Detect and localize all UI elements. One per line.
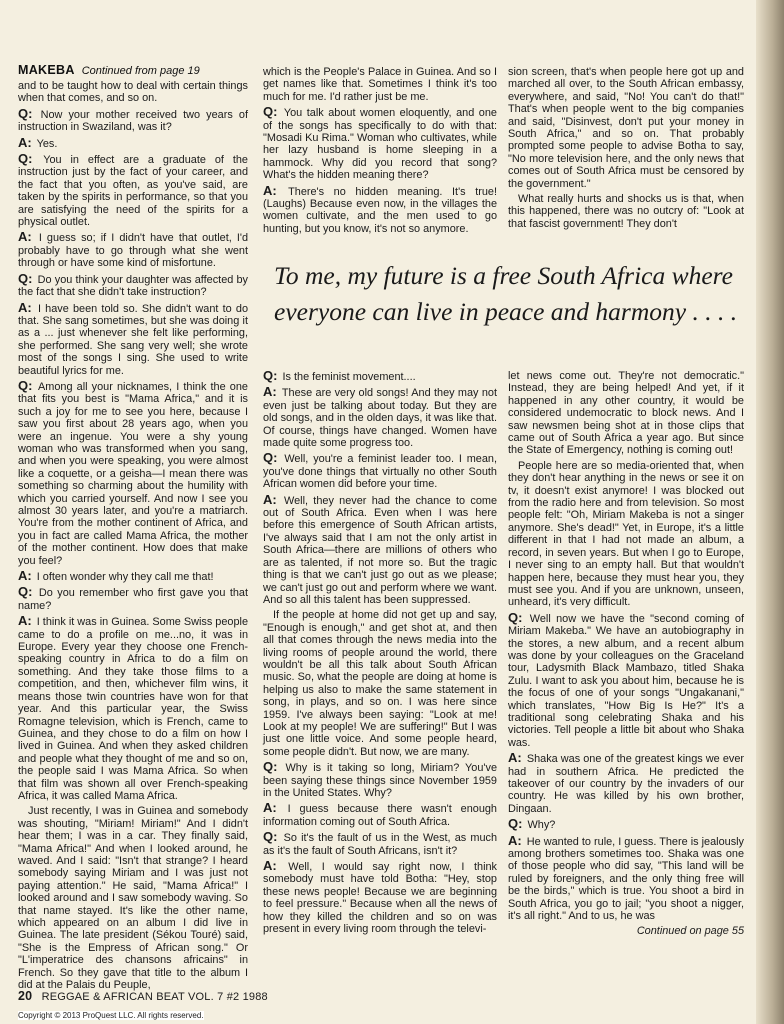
paragraph-text: I have been told so. She didn't want to do that. She sang sometimes, but she was doing it as a ... just whenever she felt like performing, she performed. She sang very well; she wrote most of the songs I sing. She used to write beautiful lyrics for me. xyxy=(18,302,249,377)
answer-marker: A: xyxy=(263,491,277,507)
paragraph-text: which is the People's Palace in Guinea. And so I get names like that. Sometimes I think it's too much for me. I'd rather just be me. xyxy=(263,66,497,103)
copyright-notice: Copyright © 2013 ProQuest LLC. All rights reserved. xyxy=(18,1011,204,1020)
paragraph-text: What really hurts and shocks us is that, when this happened, there was no outcry of: "Look at that fascist government! They don't xyxy=(508,193,744,230)
answer-paragraph xyxy=(263,182,497,236)
column-3-bottom-body xyxy=(508,370,744,922)
answer-paragraph xyxy=(18,134,248,150)
question-marker: Q: xyxy=(18,584,33,600)
answer-marker: A: xyxy=(508,832,522,848)
question-marker: Q: xyxy=(263,104,278,120)
answer-marker: A: xyxy=(263,858,277,874)
question-paragraph xyxy=(263,831,497,857)
paragraph-text: People here are so media-oriented that, when they don't hear anything in the news or see it on tv, it doesn't exist anymore! I was blocked out from the radio here and from television. So most people felt: "Oh, Miriam Makeba is not a singer anymore. She's dead!" Yet, in Europe, it's a little different in that I had not made an album, a record, in seven years. But when I go to Europe, I never sing to an empty hall. But that wouldn't happen here, because they must hear you, they must see you. And if you are unknown, unseen, unheard, it's very difficult. xyxy=(508,459,744,609)
page-spine-shadow xyxy=(756,0,784,1024)
paragraph-text: He wanted to rule, I guess. There is jealously among brothers sometimes too. Shaka was one of those people who did say, "This land will be ruled by foreigners, and the only thing free will be the birds," which is true. You shoot a bird in South Africa, you go to jail; "you shoot a nigger, it's all right." And to us, he was xyxy=(508,835,744,923)
answer-paragraph xyxy=(18,231,248,269)
question-marker: Q: xyxy=(18,105,33,121)
paragraph-text: You in effect are a graduate of the instruction just by the fact of your career, and the fact that you often, as you've said, are taken by the spirits in performance, so that you are satisfying the need of the spirits for a physical outlet. xyxy=(18,154,248,229)
paragraph-text: Now your mother received two years of instruction in Swaziland, was it? xyxy=(18,108,248,134)
header-brand: MAKEBA xyxy=(18,63,75,77)
paragraph-text: There's no hidden meaning. It's true! (Laughs) Because even now, in the villages the women cultivate, and the men used to go hunting, but you know, it's not so anymore. xyxy=(263,185,497,235)
paragraph-text: I guess so; if I didn't have that outlet, I'd probably have to go through what she went through or have some kind of misfortune. xyxy=(18,232,248,270)
answer-marker: A: xyxy=(263,800,277,816)
body-paragraph xyxy=(508,66,744,190)
answer-paragraph xyxy=(18,299,249,377)
paragraph-text: I often wonder why they call me that! xyxy=(36,571,214,584)
question-paragraph xyxy=(263,452,497,490)
question-marker: Q: xyxy=(263,829,278,845)
body-paragraph xyxy=(263,66,497,103)
answer-paragraph xyxy=(18,615,248,802)
pull-quote: To me, my future is a free South Africa where everyone can live in peace and harmony . . . . xyxy=(274,261,738,326)
continued-on-label: Continued on page 55 xyxy=(636,925,744,938)
question-marker: Q: xyxy=(263,450,278,466)
body-paragraph xyxy=(508,370,744,457)
question-marker: Q: xyxy=(18,377,33,393)
paragraph-text: Is the feminist movement.... xyxy=(282,371,416,383)
answer-paragraph xyxy=(263,491,498,607)
answer-marker: A: xyxy=(263,384,277,400)
paragraph-text: You talk about women eloquently, and one of the songs has specifically to do with that: "Mosadi Ku Rima." Woman who cultivates, while her lazy husband is home sleeping in a hammock. Why did you record that song? What's the hidden meaning there? xyxy=(263,107,497,182)
paragraph-text: let news come out. They're not democratic." Instead, they are being helped! And yet, if it happened in any other country, it would be considered undemocratic to block news. And I saw newsmen being shot at in those clips that came out of South Africa a year ago. But since the State of Emergency, nothing is coming out! xyxy=(508,370,744,457)
question-paragraph xyxy=(18,105,248,134)
question-marker: Q: xyxy=(18,151,33,167)
answer-marker: A: xyxy=(18,134,32,150)
body-paragraph xyxy=(18,80,248,105)
column-1 xyxy=(18,80,248,994)
running-header xyxy=(18,63,200,77)
question-paragraph xyxy=(508,609,744,749)
answer-marker: A: xyxy=(18,299,32,315)
paragraph-text: Well now we have the "second coming of Miriam Makeba." We have an autobiography in the stores, a new album, and a recent album was done by your colleagues on the Graceland tour, Ladysmith Black Mambazo, titled Shaka Zulu. I want to ask you about him, because he is the focus of one of your songs "Ungakanani," which translates, "How Big Is He?" It's a traditional song celebrating Shaka and his victories. Tell people a little bit about who Shaka was. xyxy=(508,612,744,749)
question-paragraph xyxy=(263,370,497,383)
question-paragraph xyxy=(263,761,497,799)
page-footer xyxy=(18,989,268,1003)
paragraph-text: Just recently, I was in Guinea and somebody was shouting, "Miriam! Miriam!" And I didn't hear them; I was in a car. They finally said, "Mama Africa!" And when I looked around, he waved. And I said: "Isn't that strange? I heard somebody saying Miriam and I was just not paying attention." He said, "Mama Africa!" I looked around and I saw somebody waving. So that name stayed. It's like the other name, which appeared on an album I did live in Guinea. The late president (Sékou Touré) said, "She is the Empress of African song." Or "L'imperatrice des chansons africains" in French. So they gave that title to the album I did at the Palais du Peuple, xyxy=(18,805,248,992)
body-paragraph xyxy=(508,460,744,609)
answer-paragraph xyxy=(263,386,497,449)
paragraph-text: Shaka was one of the greatest kings we ever had in southern Africa. He predicted the takeover of our country by the invaders of our country. He was killed by his own brother, Dingaan. xyxy=(508,753,744,815)
paragraph-text: Well, I would say right now, I think somebody must have told Botha: "Hey, stop these news people! Because we are beginning to feel pressure." Because when all the news of how they killed the children and so on was present in every living room through the televi- xyxy=(263,861,497,936)
paragraph-text: Well, you're a feminist leader too. I mean, you've done things that virtually no other South African women did before your time. xyxy=(263,453,497,491)
body-paragraph xyxy=(18,805,248,991)
body-paragraph xyxy=(263,609,497,758)
paragraph-text: Why is it taking so long, Miriam? You've been saying these things since November 1959 in the United States. Why? xyxy=(263,762,498,799)
question-paragraph xyxy=(18,586,248,612)
publication-line: REGGAE & AFRICAN BEAT VOL. 7 #2 1988 xyxy=(41,991,268,1003)
answer-marker: A: xyxy=(18,229,32,245)
paragraph-text: and to be taught how to deal with certain things when that comes, and so on. xyxy=(18,80,248,105)
paragraph-text: Why? xyxy=(527,819,556,832)
paragraph-text: Yes. xyxy=(36,137,58,150)
paragraph-text: sion screen, that's when people here got up and marched all over, to the South African embassy, everywhere, and said, "No! You can't do that!" That's when people went to the big companies and said, "Disinvest, don't put your money in South Africa," and so on. That probably prompted some people to advise Botha to say, "No more television here, and the only news that comes out of South Africa must be censored by the government." xyxy=(508,66,744,190)
column-3-bottom xyxy=(508,370,744,938)
paragraph-text: Do you remember who first gave you that name? xyxy=(18,587,248,612)
question-marker: Q: xyxy=(18,270,33,286)
question-paragraph xyxy=(18,377,248,567)
answer-marker: A: xyxy=(18,613,32,629)
answer-paragraph xyxy=(263,860,497,935)
paragraph-text: If the people at home did not get up and say, "Enough is enough," and get shot at, and then all that comes through the news media into the living rooms of people around the world, there wouldn't be all this talk about South African music. So, what the people are doing at home is helping us also to make the same statement in song, in plays, and so on. I was here since 1959. I've always been saying: "Look at me! Look at my people! We are suffering!" But I was just one little voice. And some people heard, some people didn't. But now, we are many. xyxy=(263,609,497,758)
question-paragraph xyxy=(263,106,497,181)
paragraph-text: Well, they never had the chance to come out of South Africa. Even when I was here before this emergence of South African artists, I've always said that I am not the only artist in South Africa—there are millions of others who are as talented, if not more so. But the tragic thing is that we can't just go out as we please; we can't just go out and perform where we want. And so all this talent has been suppressed. xyxy=(263,494,498,606)
header-continued: Continued from page 19 xyxy=(81,65,200,77)
answer-marker: A: xyxy=(263,182,277,198)
column-2-bottom xyxy=(263,370,497,938)
answer-paragraph xyxy=(263,802,497,828)
paragraph-text: So it's the fault of us in the West, as much as it's the fault of South Africans, isn't it? xyxy=(263,832,498,857)
answer-paragraph xyxy=(508,832,744,923)
question-marker: Q: xyxy=(263,759,278,775)
question-paragraph xyxy=(18,270,248,299)
answer-paragraph xyxy=(18,570,248,583)
paragraph-text: Do you think your daughter was affected by the fact that she didn't take instruction? xyxy=(18,273,248,299)
answer-marker: A: xyxy=(18,568,32,584)
question-marker: Q: xyxy=(263,368,278,383)
paragraph-text: Among all your nicknames, I think the one that fits you best is "Mama Africa," and it is such a joy for me to see you here, because I saw you first about 28 years ago, when you were an ingenue. You were a shy young woman who was transformed when you sang, and when you were speaking, you were almost like a coquette, or a geisha—I mean there was something so charming about the humility with which you carried yourself. And now I see you almost 30 years later, and you're a matriarch. You're from the mother continent of Africa, and you in fact are called Mama Africa, the mother of the mother continent. How does that make you feel? xyxy=(18,380,248,567)
question-marker: Q: xyxy=(508,609,523,625)
column-2-top xyxy=(263,66,497,238)
page-number: 20 xyxy=(18,989,33,1003)
paragraph-text: I guess because there wasn't enough information coming out of South Africa. xyxy=(263,803,497,828)
question-paragraph xyxy=(18,153,248,228)
body-paragraph xyxy=(508,193,744,230)
answer-paragraph xyxy=(508,752,744,815)
answer-marker: A: xyxy=(508,750,522,766)
question-marker: Q: xyxy=(508,816,523,832)
paragraph-text: These are very old songs! And they may not even just be talking about today. But they are old songs, and in the olden days, it was like that. Of course, things have changed. Women have made quite some progress too. xyxy=(263,387,497,450)
question-paragraph xyxy=(508,818,744,831)
column-3-top xyxy=(508,66,744,233)
paragraph-text: I think it was in Guinea. Some Swiss people came to do a profile on me...no, it was in Europe. Every year they choose one French-speaking country in Africa to do a film on something. And they take those films to a competition, and then, whichever film wins, it means those twin countries have won for that year. And this particular year, the Swiss Romagne television, which is French, came to Guinea, and they chose to do a film on how I lived in Guinea. And when they asked children and people what they thought of me and so on, the people said I was Mama Africa. So when that film was shown all over French-speaking Africa, it was called Mama Africa. xyxy=(18,616,249,802)
